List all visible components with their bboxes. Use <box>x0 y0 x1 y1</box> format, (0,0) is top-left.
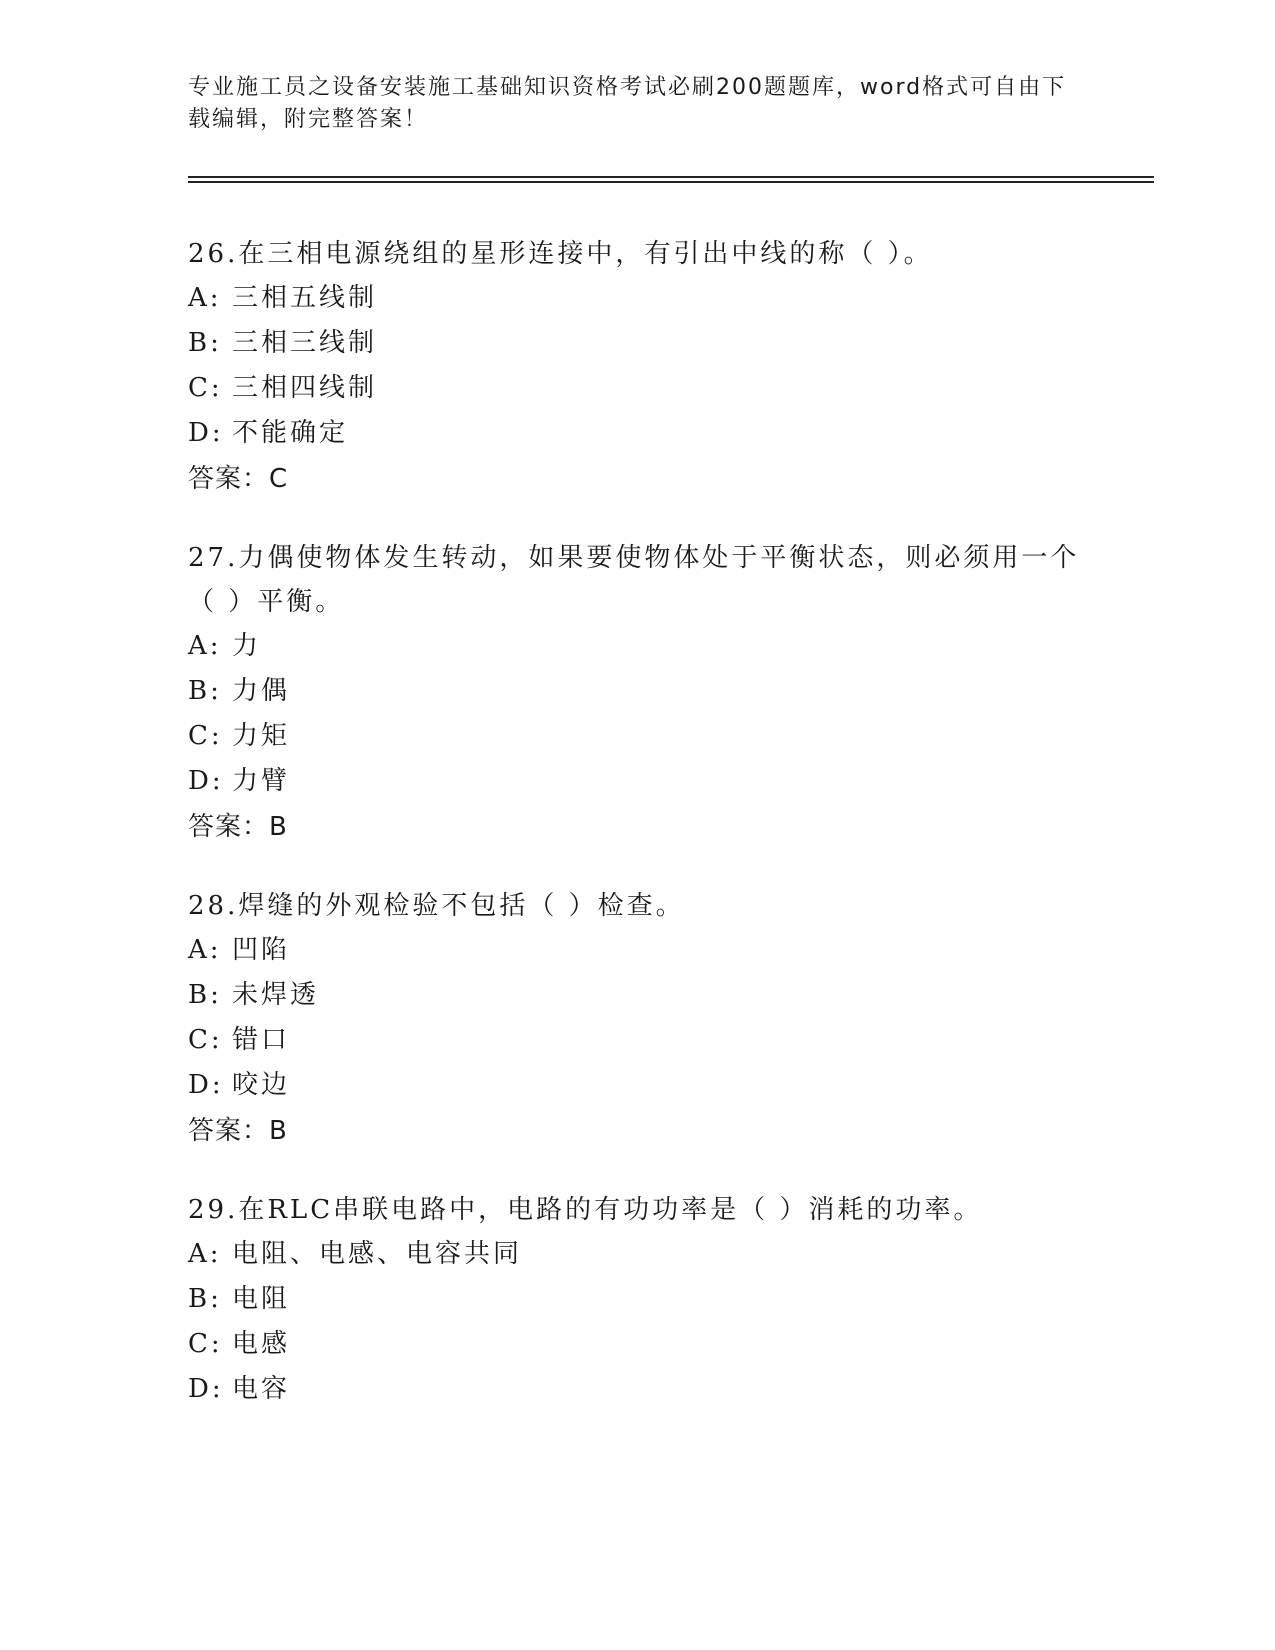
option-text: 咬边 <box>232 1070 291 1100</box>
option-letter: A: <box>188 935 222 965</box>
option-letter: C: <box>188 1025 223 1055</box>
option-letter: B: <box>188 1284 222 1314</box>
option-letter: D: <box>188 1070 224 1100</box>
option-letter: A: <box>188 631 222 661</box>
option-letter: C: <box>188 1329 223 1359</box>
option-a <box>188 1232 1088 1277</box>
option-b <box>188 669 1088 714</box>
option-text: 力偶 <box>232 676 291 706</box>
option-letter: D: <box>188 418 224 448</box>
option-letter: C: <box>188 373 223 403</box>
option-d <box>188 411 1088 456</box>
option-text: 未焊透 <box>232 980 320 1010</box>
option-text: 三相四线制 <box>232 373 378 403</box>
option-d <box>188 1367 1088 1412</box>
option-text: 凹陷 <box>232 935 291 965</box>
option-letter: D: <box>188 1374 224 1404</box>
document-header: 专业施工员之设备安装施工基础知识资格考试必刷200题题库，word格式可自由下载编辑，附完整答案！ <box>188 75 1067 132</box>
option-b <box>188 973 1088 1018</box>
question-27 <box>188 536 1088 850</box>
option-text: 三相三线制 <box>232 328 378 358</box>
option-text: 错口 <box>232 1025 291 1055</box>
option-letter: D: <box>188 766 224 796</box>
question-29 <box>188 1188 1088 1412</box>
option-b <box>188 321 1088 366</box>
option-letter: B: <box>188 328 222 358</box>
option-text: 电感 <box>232 1329 291 1359</box>
option-c <box>188 1322 1088 1367</box>
answer-line: 答案：B <box>188 1116 288 1146</box>
option-text: 力 <box>232 631 262 661</box>
option-d <box>188 1063 1088 1108</box>
option-c <box>188 366 1088 411</box>
option-a <box>188 928 1088 973</box>
option-text: 电阻 <box>232 1284 291 1314</box>
option-letter: A: <box>188 283 222 313</box>
option-letter: C: <box>188 721 223 751</box>
option-c <box>188 714 1088 759</box>
option-text: 力矩 <box>232 721 291 751</box>
question-stem: 27.力偶使物体发生转动，如果要使物体处于平衡状态，则必须用一个（ ）平衡。 <box>188 543 1080 617</box>
option-text: 三相五线制 <box>232 283 378 313</box>
option-text: 不能确定 <box>232 418 349 448</box>
answer-line: 答案：B <box>188 812 288 842</box>
header-divider-top <box>188 176 1154 178</box>
option-text: 力臂 <box>232 766 291 796</box>
header-divider-bottom <box>188 181 1154 183</box>
option-c <box>188 1018 1088 1063</box>
question-26 <box>188 232 1088 502</box>
question-list <box>188 232 1088 1446</box>
question-28 <box>188 884 1088 1154</box>
option-text: 电阻、电感、电容共同 <box>232 1239 523 1269</box>
question-stem: 29.在RLC串联电路中，电路的有功功率是（ ）消耗的功率。 <box>188 1195 983 1225</box>
question-stem: 28.焊缝的外观检验不包括（ ）检查。 <box>188 891 685 921</box>
option-letter: A: <box>188 1239 222 1269</box>
option-letter: B: <box>188 676 222 706</box>
option-a <box>188 276 1088 321</box>
option-a <box>188 624 1088 669</box>
answer-line: 答案：C <box>188 464 289 494</box>
option-letter: B: <box>188 980 222 1010</box>
question-stem: 26.在三相电源绕组的星形连接中，有引出中线的称（ ）。 <box>188 239 933 269</box>
option-d <box>188 759 1088 804</box>
option-b <box>188 1277 1088 1322</box>
option-text: 电容 <box>232 1374 291 1404</box>
